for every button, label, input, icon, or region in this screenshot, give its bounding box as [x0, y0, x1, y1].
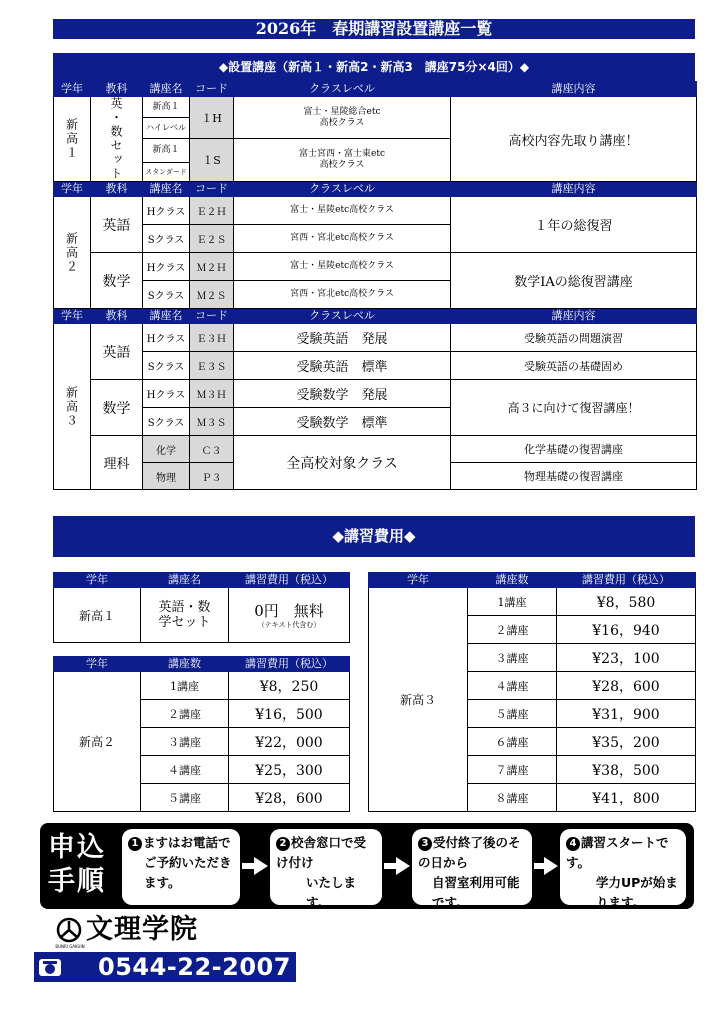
header-grade: 学年: [54, 182, 91, 197]
fee-price-cell: ¥25，300: [229, 756, 350, 784]
content-cell: 高校内容先取り講座！: [451, 97, 697, 182]
procedure-step-1: [122, 829, 240, 905]
fee-price-cell: ¥28，600: [229, 784, 350, 812]
course-name-cell: 物理: [143, 463, 190, 490]
header-code: コード: [190, 82, 234, 97]
header-grade: 学年: [54, 309, 91, 324]
procedure-step-2: [270, 829, 382, 910]
step-text: 講習スタートです。: [566, 835, 669, 870]
class-level-cell: 受験英語 発展: [234, 324, 451, 352]
courses-table: [53, 81, 697, 490]
fee-header-grade: 学年: [54, 573, 141, 588]
page-title-bar: [53, 19, 695, 39]
table-row: [54, 436, 697, 463]
step-text: 校舎窓口で受け付け: [276, 835, 367, 870]
subject-cell: 英・数セット: [91, 97, 143, 182]
class-level-cell: 受験英語 標準: [234, 352, 451, 380]
code-cell: Ｅ３Ｓ: [190, 352, 234, 380]
fee-header-row: [369, 573, 696, 588]
code-cell: Ｍ３Ｈ: [190, 380, 234, 408]
fee-header-price: 講習費用（税込）: [557, 573, 696, 588]
step-text: 自習室利用可能です。: [432, 875, 520, 910]
fees-banner: [53, 516, 695, 557]
fee-header-row: [54, 573, 350, 588]
fee-count-cell: ２講座: [468, 616, 557, 644]
header-code: コード: [190, 182, 234, 197]
step-number: 3: [418, 837, 432, 851]
header-subject: 教科: [91, 82, 143, 97]
class-level-cell: 宮西・宮北etc高校クラス: [234, 281, 451, 309]
code-cell: Ｃ３: [190, 436, 234, 463]
course-name-cell: Hクラス: [143, 197, 190, 225]
subject-cell: 英語: [91, 324, 143, 380]
step-line: [566, 833, 680, 873]
table-row: [54, 97, 697, 118]
code-cell: Ｅ３Ｈ: [190, 324, 234, 352]
step-text: 学力UPが始まります。: [596, 875, 678, 910]
header-class-level: クラスレベル: [234, 182, 451, 197]
courses-header-row: [54, 182, 697, 197]
header-subject: 教科: [91, 182, 143, 197]
header-subject: 教科: [91, 309, 143, 324]
procedure-label: [48, 831, 120, 899]
fee-header-grade: 学年: [54, 657, 141, 672]
fee-price: 0円 無料: [254, 602, 324, 620]
fee-header-price: 講習費用（税込）: [229, 573, 350, 588]
fee-count-cell: ７講座: [468, 756, 557, 784]
courses-header-row: [54, 309, 697, 324]
procedure-band: [40, 823, 694, 909]
header-grade: 学年: [54, 82, 91, 97]
school-logo: [54, 916, 84, 946]
content-cell: 受験英語の基礎固め: [451, 352, 697, 380]
fee-count-cell: ４講座: [468, 672, 557, 700]
step-text: ご予約いただきます。: [144, 855, 232, 890]
fee-price-cell: ¥16，500: [229, 700, 350, 728]
step-line: [128, 833, 234, 853]
table-row: [54, 253, 697, 281]
class-level-line: 高校クラス: [319, 160, 365, 170]
grade-cell: 新高１: [54, 97, 91, 182]
school-name: 文理学院: [86, 914, 198, 945]
fee-header-count: 講座数: [141, 657, 229, 672]
header-content: 講座内容: [451, 82, 697, 97]
fee-price-cell: ¥35，200: [557, 728, 696, 756]
header-course-name: 講座名: [143, 82, 190, 97]
fee-count-cell: ５講座: [141, 784, 229, 812]
fee-count-cell: 1講座: [468, 588, 557, 616]
procedure-label-line: 申込: [48, 832, 106, 863]
fee-price-cell: ¥16，940: [557, 616, 696, 644]
step-number: 1: [128, 837, 142, 851]
courses-banner: [53, 53, 695, 81]
fee-price-cell: ¥22，000: [229, 728, 350, 756]
courses-banner-text: ◆設置講座（新高１・新高2・新高3 講座75分×4回）◆: [218, 60, 530, 74]
fee-grade-cell: 新高１: [54, 588, 141, 643]
class-level-line: 富士宮西・富士東etc: [299, 149, 385, 159]
procedure-label-line: 手順: [48, 866, 106, 897]
fee-count-cell: ３講座: [141, 728, 229, 756]
table-row: [369, 588, 696, 616]
course-name-cell: Sクラス: [143, 408, 190, 436]
courses-header-row: [54, 82, 697, 97]
course-name-cell: Sクラス: [143, 225, 190, 253]
fee-price-cell: [229, 588, 350, 643]
code-cell: Ｍ２Ｈ: [190, 253, 234, 281]
code-cell: Ｍ３Ｓ: [190, 408, 234, 436]
fee-header-count: 講座数: [468, 573, 557, 588]
table-row: [54, 380, 697, 408]
procedure-step-3: [412, 829, 532, 910]
header-content: 講座内容: [451, 309, 697, 324]
fee-header-grade: 学年: [369, 573, 468, 588]
fee-count-cell: ３講座: [468, 644, 557, 672]
fee-note: （テキスト代含む）: [257, 621, 321, 629]
course-name-cell: スタンダード: [143, 163, 190, 182]
code-cell: Ｅ２Ｈ: [190, 197, 234, 225]
phone-icon: [34, 952, 66, 982]
class-level-cell: 全高校対象クラス: [234, 436, 451, 490]
step-number: 2: [276, 837, 290, 851]
fee-price-cell: ¥23，100: [557, 644, 696, 672]
phone-bar: [34, 952, 296, 982]
fee-count-cell: ８講座: [468, 784, 557, 812]
logo-emblem-icon: [54, 916, 84, 946]
arrow-right-icon: [544, 857, 558, 875]
table-row: [54, 197, 697, 225]
code-cell: Ｍ２Ｓ: [190, 281, 234, 309]
fee-price-cell: ¥41，800: [557, 784, 696, 812]
step-number: 4: [566, 837, 580, 851]
fee-count-cell: ６講座: [468, 728, 557, 756]
fee-count-cell: ２講座: [141, 700, 229, 728]
step-line: [276, 833, 376, 873]
header-content: 講座内容: [451, 182, 697, 197]
code-cell: １H: [190, 97, 234, 139]
step-text: いたします。: [306, 875, 357, 910]
header-code: コード: [190, 309, 234, 324]
course-name-cell: ハイレベル: [143, 118, 190, 139]
fee-price-cell: ¥28，600: [557, 672, 696, 700]
fee-header-row: [54, 657, 350, 672]
class-level-line: 富士・星陵総合etc: [303, 106, 381, 117]
subject-cell: 数学: [91, 253, 143, 309]
class-level-cell: [234, 97, 451, 139]
class-level-cell: 宮西・宮北etc高校クラス: [234, 225, 451, 253]
fee-count-cell: ４講座: [141, 756, 229, 784]
grade-cell: 新高３: [54, 324, 91, 490]
step-line: [418, 833, 526, 873]
class-level-cell: 受験数学 発展: [234, 380, 451, 408]
fee-price-cell: ¥38，500: [557, 756, 696, 784]
class-level-cell: [234, 139, 451, 182]
phone-number[interactable]: 0544-22-2007: [98, 953, 291, 981]
step-text: ますはお電話で: [143, 835, 231, 850]
header-course-name: 講座名: [143, 182, 190, 197]
class-level-line: 高校クラス: [319, 117, 365, 128]
fee-table-g1: [53, 572, 350, 643]
fees-banner-text: ◆講習費用◆: [332, 527, 416, 545]
subject-cell: 理科: [91, 436, 143, 490]
course-name-cell: 化学: [143, 436, 190, 463]
table-row: [54, 352, 697, 380]
fee-course-cell: 英語・数学セット: [141, 588, 229, 643]
course-name-cell: Hクラス: [143, 380, 190, 408]
content-cell: 受験英語の問題演習: [451, 324, 697, 352]
course-name-cell: Hクラス: [143, 253, 190, 281]
fee-grade-cell: 新高２: [54, 672, 141, 812]
content-cell: 高３に向けて復習講座！: [451, 380, 697, 436]
arrow-right-icon: [254, 857, 268, 875]
page-title: 2026年 春期講習設置講座一覧: [255, 19, 493, 38]
fee-header-course: 講座名: [141, 573, 229, 588]
course-name-cell: 新高１: [143, 139, 190, 163]
content-cell: 化学基礎の復習講座: [451, 436, 697, 463]
content-cell: １年の総復習: [451, 197, 697, 253]
fee-count-cell: 1講座: [141, 672, 229, 700]
course-name-cell: Hクラス: [143, 324, 190, 352]
content-cell: 数学ⅠAの総復習講座: [451, 253, 697, 309]
class-level-cell: 受験数学 標準: [234, 408, 451, 436]
fee-count-cell: ５講座: [468, 700, 557, 728]
phone-icon-box: [34, 952, 66, 982]
fee-table-g2: [53, 656, 350, 812]
fee-grade-cell: 新高３: [369, 588, 468, 812]
code-cell: Ｐ３: [190, 463, 234, 490]
table-row: [54, 588, 350, 643]
fee-price-cell: ¥31，900: [557, 700, 696, 728]
course-name-cell: Sクラス: [143, 352, 190, 380]
header-class-level: クラスレベル: [234, 82, 451, 97]
arrow-right-icon: [396, 857, 410, 875]
code-cell: １S: [190, 139, 234, 182]
course-name-cell: 新高１: [143, 97, 190, 118]
header-course-name: 講座名: [143, 309, 190, 324]
step-text: 受付終了後のその日から: [418, 835, 521, 870]
procedure-step-4: [560, 829, 686, 910]
subject-cell: 英語: [91, 197, 143, 253]
header-class-level: クラスレベル: [234, 309, 451, 324]
fee-header-price: 講習費用（税込）: [229, 657, 350, 672]
class-level-cell: 富士・星陵etc高校クラス: [234, 253, 451, 281]
table-row: [54, 672, 350, 700]
class-level-cell: 富士・星陵etc高校クラス: [234, 197, 451, 225]
code-cell: Ｅ２Ｓ: [190, 225, 234, 253]
logo-caption: BUNRI GAKUIN: [55, 944, 85, 949]
subject-cell: 数学: [91, 380, 143, 436]
grade-cell: 新高２: [54, 197, 91, 309]
fee-table-g3: [368, 572, 696, 812]
course-name-cell: Sクラス: [143, 281, 190, 309]
fee-price-cell: ¥8，580: [557, 588, 696, 616]
fee-price-cell: ¥8，250: [229, 672, 350, 700]
table-row: [54, 324, 697, 352]
content-cell: 物理基礎の復習講座: [451, 463, 697, 490]
